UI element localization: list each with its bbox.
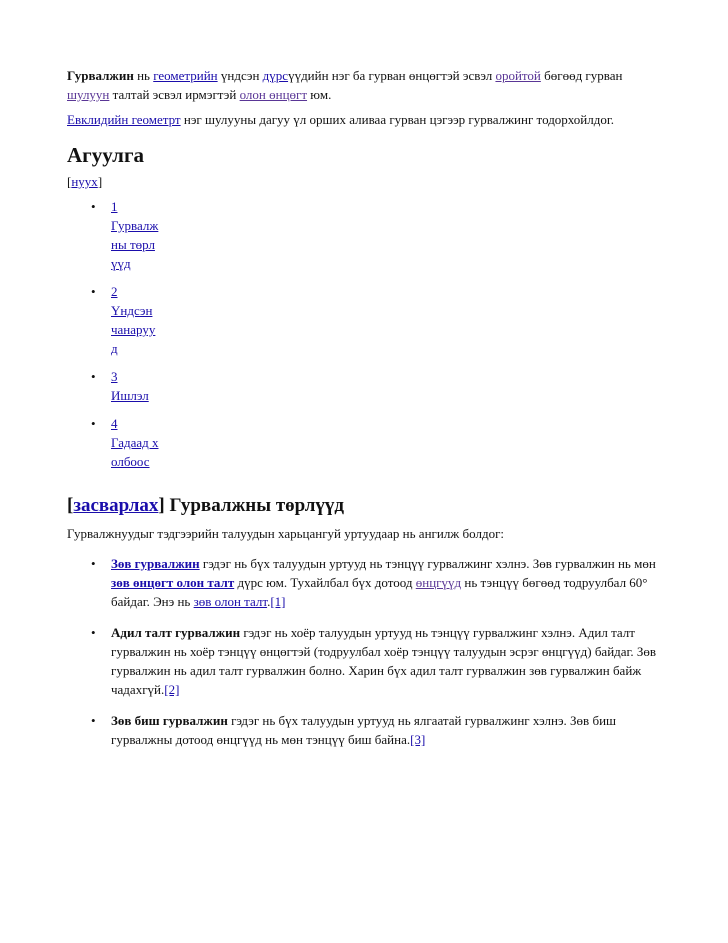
euclid-text: нэг шулууны дагуу үл орших аливаа гурван цэгээр гурвалжинг тодорхойлдог.	[180, 112, 614, 127]
contents-list	[89, 197, 159, 471]
reference-link-1[interactable]: [1]	[270, 594, 286, 609]
intro-text: үүдийн нэг ба гурван өнцөгтэй эсвэл	[288, 68, 496, 83]
intro-text: бөгөөд гурван	[540, 68, 623, 83]
reference-link-3[interactable]: [3]	[410, 732, 426, 747]
toc-number: • 3	[111, 369, 118, 384]
intro-text: үндсэн	[217, 68, 263, 83]
toc-item	[89, 367, 159, 405]
toc-label: Гурвалжны төрлүүд	[111, 218, 159, 271]
list-item-scalene	[89, 711, 667, 749]
toc-label: Үндсэн чанарууд	[111, 303, 156, 356]
toc-label: Ишлэл	[111, 388, 149, 403]
link-polygon[interactable]: олон өнцөгт	[239, 87, 308, 102]
section-title: Гурвалжны төрлүүд	[164, 495, 345, 516]
list-item-equilateral	[89, 554, 667, 611]
link-shape[interactable]: дүрс	[262, 68, 289, 83]
intro-paragraph	[67, 66, 667, 104]
link-regular-polyhedron[interactable]: зөв олон талт	[193, 594, 268, 609]
item-text: гэдэг нь бүх талуудын уртууд нь ялгаатай гурвалжинг хэлнэ. Зөв биш гурвалжны дотоод өнцгүүд нь мөн тэнцүү биш байна.	[111, 713, 617, 747]
triangle-types-list	[89, 554, 667, 749]
toc-number: • 2	[111, 284, 118, 299]
item-text: гэдэг нь хоёр талуудын уртууд нь тэнцүү гурвалжинг хэлнэ. Адил талт гурвалжин нь хоёр тэнцүү өнцөгтэй (тодруулбал хоёр тэнцүү талуудын эсрэг өнцгүүд) байдаг. Зөв гурвалжин нь адил талт гурвалжин болно. Харин бүх адил талт гурвалжин зөв гурвалжин байж чадахгүй.	[111, 625, 657, 697]
hide-contents-link[interactable]: нуух	[71, 174, 98, 189]
item-text: гэдэг нь бүх талуудын уртууд нь тэнцүү гурвалжинг хэлнэ. Зөв гурвалжин нь мөн	[199, 556, 656, 571]
link-euclidean-geometry[interactable]: Евклидийн геометрт	[67, 112, 181, 127]
item-text: .	[267, 594, 271, 609]
contents-toggle	[67, 172, 667, 191]
term-triangle: Гурвалжин	[67, 68, 134, 83]
toc-link-types[interactable]	[111, 197, 159, 271]
toc-number: • 4	[111, 416, 118, 431]
intro-text: юм.	[307, 87, 332, 102]
toc-link-properties[interactable]	[111, 282, 159, 356]
bracket-close: ]	[97, 174, 103, 189]
toc-item	[89, 414, 159, 471]
contents-heading: Агуулга	[67, 143, 144, 167]
article-content	[67, 66, 667, 761]
edit-section-link[interactable]: засварлах	[73, 495, 159, 516]
section-heading	[67, 494, 667, 518]
reference-link-2[interactable]: [2]	[164, 682, 180, 697]
item-text: нь тэнцүү бөгөөд тодруулбал 60° байдаг. Энэ нь	[111, 575, 648, 609]
toc-item	[89, 282, 159, 358]
list-item-isosceles	[89, 623, 667, 699]
bracket-open: [	[67, 495, 74, 516]
section-intro: Гурвалжнуудыг тэдгээрийн талуудын харьцангуй уртуудаар нь ангилж болдог:	[67, 526, 505, 541]
bracket-close: ]	[158, 495, 165, 516]
link-vertex[interactable]: оройтой	[495, 68, 541, 83]
toc-link-external[interactable]	[111, 414, 159, 469]
link-regular-polygon[interactable]: зөв өнцөгт олон талт	[111, 575, 235, 590]
link-equilateral[interactable]: Зөв гурвалжин	[111, 556, 200, 571]
toc-link-references[interactable]	[111, 367, 159, 403]
toc-number: • 1	[111, 199, 118, 214]
bracket-open: [	[67, 174, 72, 189]
toc-item	[89, 197, 159, 273]
intro-text: талтай эсвэл ирмэгтэй	[109, 87, 240, 102]
term-scalene: Зөв биш гурвалжин	[111, 713, 228, 728]
intro-text: нь	[133, 68, 154, 83]
link-line[interactable]: шулуун	[67, 87, 110, 102]
link-angles[interactable]: өнцгүүд	[415, 575, 462, 590]
link-geometry[interactable]: геометрийн	[153, 68, 218, 83]
item-text: дүрс юм. Тухайлбал бүх дотоод	[234, 575, 416, 590]
euclid-paragraph	[67, 110, 667, 129]
toc-label: Гадаад холбоос	[111, 435, 159, 469]
term-isosceles: Адил талт гурвалжин	[111, 625, 241, 640]
